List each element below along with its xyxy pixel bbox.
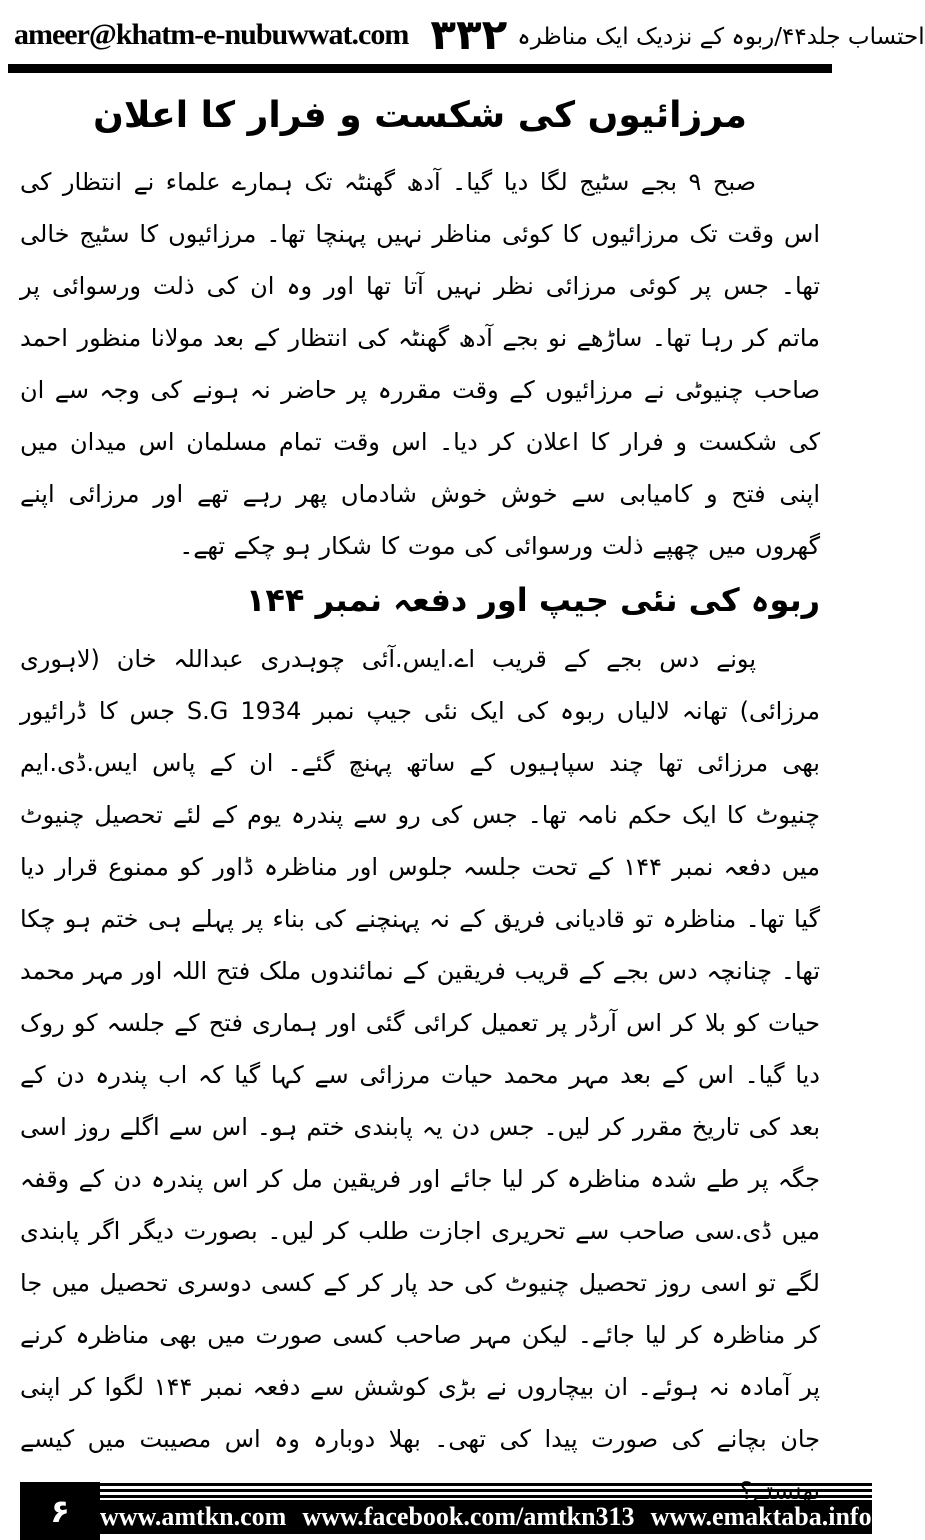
- footer-stripe: [100, 1489, 872, 1492]
- website-link-amtkn: www.amtkn.com: [100, 1502, 287, 1531]
- header-divider: [8, 64, 832, 73]
- footer-stripe: [100, 1483, 872, 1486]
- footer-stripes: [100, 1482, 872, 1500]
- page-footer: [0, 1482, 872, 1540]
- page-body: [0, 73, 840, 1540]
- footer-bar-group: [100, 1482, 872, 1534]
- paragraph-jeep-dafa-144: پونے دس بجے کے قریب اے.ایس.آئی چوہدری عبداللہ خان (لاہوری مرزائی) تھانہ لالیاں ربوہ کی ایک نئی جیپ نمبر S.G 1934 جس کا ڈرائیور بھی مرزائی تھا چند سپاہیوں کے ساتھ پہنچ گئے۔ ان کے پاس ایس.ڈی.ایم چنیوٹ کا ایک حکم نامہ تھا۔ جس کی رو سے پندرہ یوم کے لئے تحصیل چنیوٹ میں دفعہ نمبر ۱۴۴ کے تحت جلسہ جلوس اور مناظرہ ڈاور کو ممنوع قرار دیا گیا تھا۔ مناظرہ تو قادیانی فریق کے نہ پہنچنے کی بناء پر پہلے ہی ختم ہو چکا تھا۔ چنانچہ دس بجے کے قریب فریقین کے نمائندوں ملک فتح اللہ اور مہر محمد حیات کو بلا کر اس آرڈر پر تعمیل کرائی گئی اور ہماری فتح کے جلسہ کو روک دیا گیا۔ اس کے بعد مہر محمد حیات مرزائی سے کہا گیا کہ اب پندرہ دن کے بعد کی تاریخ مقرر کر لیں۔ جس دن یہ پابندی ختم ہو۔ اس سے اگلے روز اسی جگہ پر طے شدہ مناظرہ کر لیا جائے اور فریقین مل کر اس پندرہ دن کے وقفہ میں ڈی.سی صاحب سے تحریری اجازت طلب کر لیں۔ بصورت دیگر اگر پابندی لگے تو اسی روز تحصیل چنیوٹ کی حد پار کر کے کسی دوسری تحصیل میں جا کر مناظرہ کر لیا جائے۔ لیکن مہر صاحب کسی صورت میں بھی مناظرہ کرنے پر آمادہ نہ ہوئے۔ ان بیچاروں نے بڑی کوشش سے دفعہ نمبر ۱۴۴ لگوا کر اپنی جان بچانے کی صورت پیدا کی تھی۔ بھلا دوبارہ وہ اس مصیبت میں کیسے: [20, 645, 821, 1454]
- section-heading-defeat-announcement: مرزائیوں کی شکست و فرار کا اعلان: [93, 95, 747, 136]
- page-number: ۳۳۲: [430, 10, 508, 59]
- section-heading-jeep-dafa-144: ربوہ کی نئی جیپ اور دفعہ نمبر ۱۴۴: [245, 580, 820, 619]
- part-number: ۶: [50, 1492, 70, 1530]
- part-number-box: [20, 1482, 100, 1540]
- footer-link-bar: [100, 1500, 872, 1534]
- footer-stripe: [100, 1495, 872, 1498]
- contact-email: ameer@khatm-e-nubuwwat.com: [14, 18, 409, 51]
- paragraph-defeat-announcement: صبح ۹ بجے سٹیج لگا دیا گیا۔ آدھ گھنٹہ تک ہمارے علماء نے انتظار کی اس وقت تک مرزائیوں کا کوئی مناظر نہیں پہنچا تھا۔ مرزائیوں کا سٹیج خالی تھا۔ جس پر کوئی مرزائی نظر نہیں آتا تھا اور وہ ان کی ذلت ورسوائی پر ماتم کر رہا تھا۔ ساڑھے نو بجے آدھ گھنٹہ کی انتظار کے بعد مولانا منظور احمد صاحب چنیوٹی نے مرزائیوں کے وقت مقررہ پر حاضر نہ ہونے کی وجہ سے ان کی شکست و فرار کا اعلان کر دیا۔ اس وقت تمام مسلمان اس میدان میں اپنی فتح و کامیابی سے خوش خوش شادماں پھر رہے تھے اور مرزائی اپنے گھروں میں چھپے ذلت ورسوائی کی موت کا شکار ہو چکے تھے۔: [20, 167, 820, 560]
- website-link-facebook: www.facebook.com/amtkn313: [302, 1502, 635, 1531]
- page-header: [0, 0, 925, 60]
- website-link-emaktaba: www.emaktaba.info: [650, 1502, 872, 1531]
- book-title: احتساب جلد۴۴/ربوہ کے نزدیک ایک مناظرہ: [517, 24, 925, 50]
